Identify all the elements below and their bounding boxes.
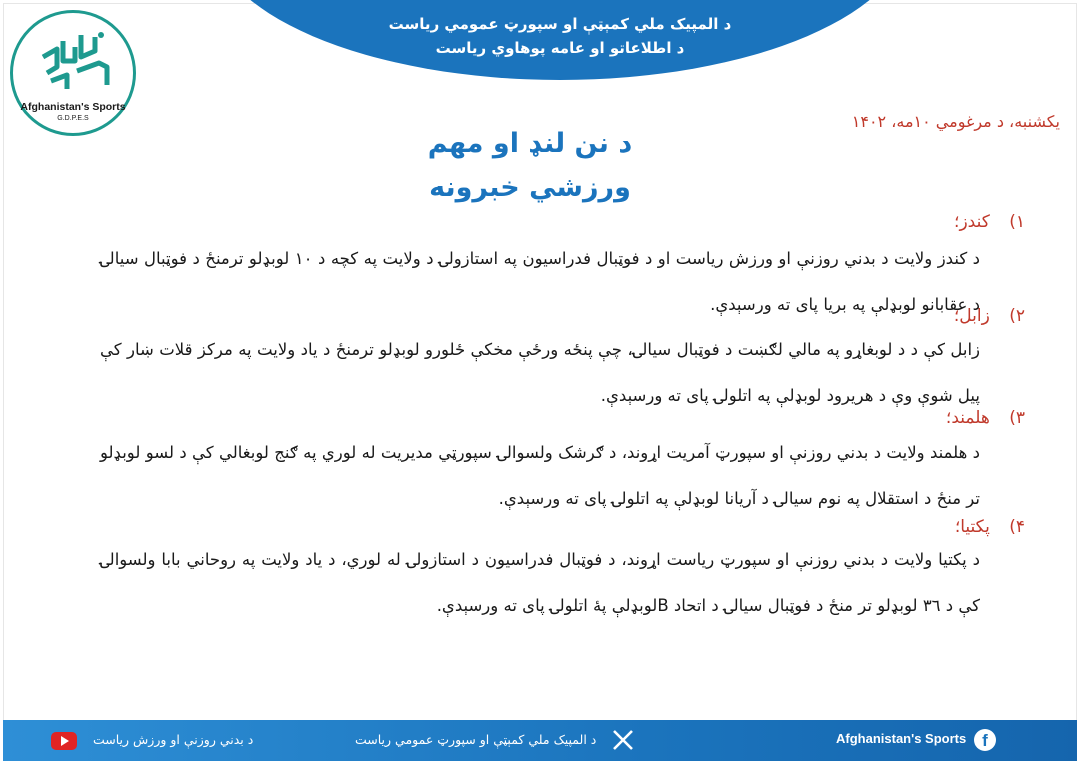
publication-date: يکشنبه، د مرغومي ۱۰مه، ۱۴۰۲	[851, 112, 1060, 131]
section-2-text: زابل کې د د لوبغاړو په مالي لګښت د فوټبال سيالۍ، چې پنځه ورځې مخکې ځلورو لوبډلو ترمنځ د ياد ولايت په مرکز قلات ښار کې پيل شوې وې د هريرود لوبډلې په اتلولۍ پای ته ورسېدې.	[100, 340, 980, 405]
section-3-text: د هلمند ولايت د بدني روزنې او سپورټ آمريت اړوند، د ګرشک ولسوالۍ سپورټي مديريت له لوري په ګنج لوبغالي کې د لسو لوبډلو تر منځ د استقلال په نوم سيالۍ د آريانا لوبډلې په اتلولۍ پای ته ورسېدې.	[100, 443, 980, 508]
section-1-heading	[954, 212, 1025, 232]
x-icon[interactable]	[611, 728, 635, 752]
youtube-icon[interactable]	[51, 732, 77, 750]
section-3-heading	[946, 408, 1025, 428]
header-department-name: د اطلاعاتو او عامه پوهاوي رياست	[435, 39, 685, 57]
x-account-label[interactable]: د المپیک ملي کمېټې او سپورټ عمومي رياست	[355, 732, 597, 747]
section-1-number: ۱)	[1009, 212, 1025, 232]
logo-mark-icon	[37, 27, 113, 99]
section-2-heading	[954, 306, 1025, 326]
title-line-1: د نن لنډ او مهم	[427, 128, 633, 159]
section-4-number: ۴)	[1009, 517, 1025, 537]
section-2-number: ۲)	[1009, 306, 1025, 326]
section-4-heading	[955, 517, 1025, 537]
section-4-title: پکتيا؛	[954, 517, 990, 537]
section-4-text: د پکتيا ولايت د بدني روزنې او سپورټ رياست اړوند، د فوټبال فدراسيون د استازولۍ له لوري، د ياد ولايت په روحاني بابا ولسوالۍ کې د ۳٦ لوبډلو تر منځ د فوټبال سيالۍ د اتحاد Bلوبډلې پۀ اتلولۍ پای ته ورسېدې.	[100, 550, 980, 615]
footer-bar	[3, 720, 1077, 761]
section-1-title: کندز؛	[954, 212, 990, 232]
page-title	[380, 122, 680, 210]
logo-name: Afghanistan's Sports	[20, 101, 126, 113]
organization-logo	[10, 10, 136, 136]
section-3-number: ۳)	[1009, 408, 1025, 428]
section-1-text: د کندز ولایت د بدني روزنې او ورزش رياست او د فوټبال فدراسيون په استازولۍ د ولايت په کچه د ۱۰ لوبډلو ترمنځ د فوټبال سيالۍ د عقابانو لوبډلې په بريا پای ته ورسېدې.	[100, 249, 980, 314]
facebook-page-label[interactable]: Afghanistan's Sports	[836, 731, 967, 746]
title-line-2: ورزشي خبرونه	[429, 172, 631, 203]
header-org-name: د المپیک ملي کمېټې او سپورټ عمومي رياست	[388, 15, 732, 33]
header-text	[260, 12, 860, 60]
facebook-icon[interactable]: f	[974, 729, 996, 751]
section-2-title: زابل؛	[953, 306, 990, 326]
youtube-channel-label[interactable]: د بدني روزنې او ورزش رياست	[93, 732, 254, 747]
logo-abbreviation: G.D.P.E.S	[57, 115, 89, 122]
section-3-title: هلمند؛	[945, 408, 990, 428]
